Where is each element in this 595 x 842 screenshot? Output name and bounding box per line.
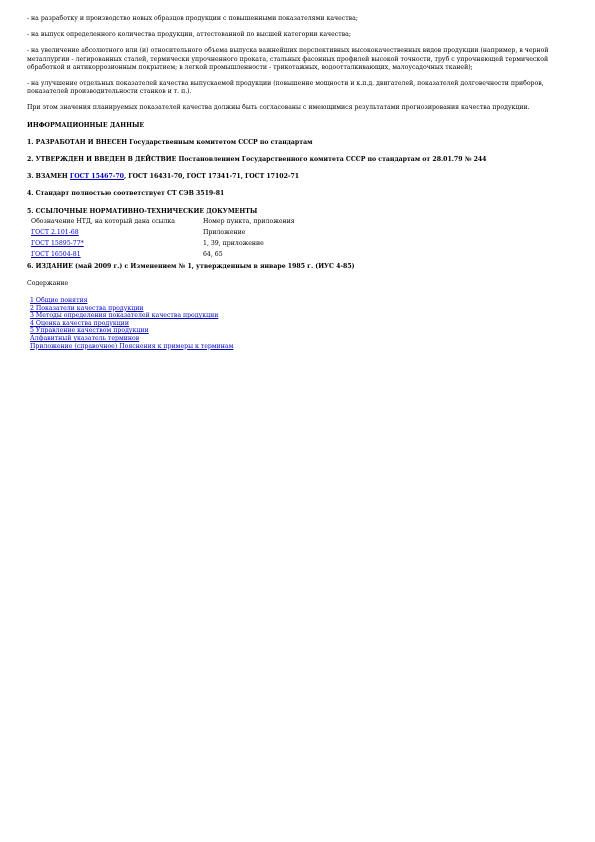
gost-15895-link[interactable]: ГОСТ 15895-77*	[31, 240, 84, 248]
info-item-conformity: 4. Стандарт полностью соответствует СТ СЭВ 3519-81	[27, 190, 225, 198]
info-heading: ИНФОРМАЦИОННЫЕ ДАННЫЕ	[27, 121, 145, 129]
gost-16504-link[interactable]: ГОСТ 16504-81	[31, 251, 81, 259]
info-item-replaces	[27, 173, 567, 181]
replaces-suffix: , ГОСТ 16431-70, ГОСТ 17341-71, ГОСТ 17102-71	[123, 173, 300, 181]
table-header-row	[31, 218, 295, 229]
toc-link-quality-assessment[interactable]: 4 Оценка качества продукции	[30, 319, 129, 327]
info-item-edition: 6. ИЗДАНИЕ (май 2009 г.) с Изменением № 1, утвержденным в январе 1985 г. (ИУС 4-85)	[27, 262, 355, 270]
gost-15467-link[interactable]: ГОСТ 15467-70	[69, 173, 124, 181]
table-cell-clause: 64, 65	[203, 251, 223, 259]
info-item-developed: 1. РАЗРАБОТАН И ВНЕСЕН Государственным комитетом СССР по стандартам	[27, 138, 313, 146]
table-row	[31, 251, 295, 262]
toc-link-quality-management[interactable]: 5 Управление качеством продукции	[30, 327, 149, 335]
info-item-approved: 2. УТВЕРЖДЕН И ВВЕДЕН В ДЕЙСТВИЕ Постановлением Государственного комитета СССР по стандартам от 28.01.79 № 244	[27, 156, 487, 164]
table-cell-clause: 1, 39, приложение	[203, 240, 264, 248]
bullet-new-products: - на разработку и производство новых образцов продукции с повышенными показателями качества;	[27, 15, 358, 22]
gost-2-101-link[interactable]: ГОСТ 2.101-68	[31, 229, 79, 237]
document-page	[27, 15, 567, 350]
table-row	[31, 229, 295, 240]
bullet-indicator-improvement: - на улучшение отдельных показателей качества выпускаемой продукции (повышение мощности и к.п.д. двигателей, показателей долговечности приборов, показателей производительности станков и т. п.).	[27, 80, 544, 96]
table-of-contents	[30, 297, 567, 350]
info-item-references: 5. ССЫЛОЧНЫЕ НОРМАТИВНО-ТЕХНИЧЕСКИЕ ДОКУМЕНТЫ	[27, 207, 258, 215]
toc-link-alphabetical-index[interactable]: Алфавитный указатель терминов	[30, 335, 140, 343]
toc-link-quality-indicators[interactable]: 2 Показатели качества продукции	[30, 304, 144, 312]
forecast-paragraph: При этом значения планируемых показателей качества должны быть согласованы с имеющимися результатами прогнозирования качества продукции.	[27, 104, 530, 112]
header-clause: Номер пункта, приложения	[203, 217, 295, 225]
table-row	[31, 240, 295, 251]
header-document: Обозначение НТД, на который дана ссылка	[31, 217, 175, 225]
toc-link-general-concepts[interactable]: 1 Общие понятия	[30, 297, 88, 305]
toc-heading: Содержание	[27, 279, 69, 287]
toc-link-appendix[interactable]: Приложение (справочное) Пояснения к примеры к терминам	[30, 342, 234, 350]
table-cell-clause: Приложение	[203, 229, 246, 237]
bullet-top-category: - на выпуск определенного количества продукции, аттестованной по высшей категории качества;	[27, 31, 351, 39]
bullet-volume-increase: - на увеличение абсолютного или (и) относительного объема выпуска важнейших перспективных высококачественных видов продукции (например, в черной металлургии - легированных сталей, термически упрочненного проката, стальных фасонных профилей высокой точности, труб с упрочняющей термической обработкой и антикоррозионным покрытием; в легкой промышленности - трикотажных, водоотталкивающих, малоусадочных тканей);	[27, 47, 549, 71]
replaces-prefix: 3. ВЗАМЕН	[27, 173, 70, 181]
toc-link-determination-methods[interactable]: 3 Методы определения показателей качества продукции	[30, 312, 219, 320]
references-table	[31, 218, 295, 263]
